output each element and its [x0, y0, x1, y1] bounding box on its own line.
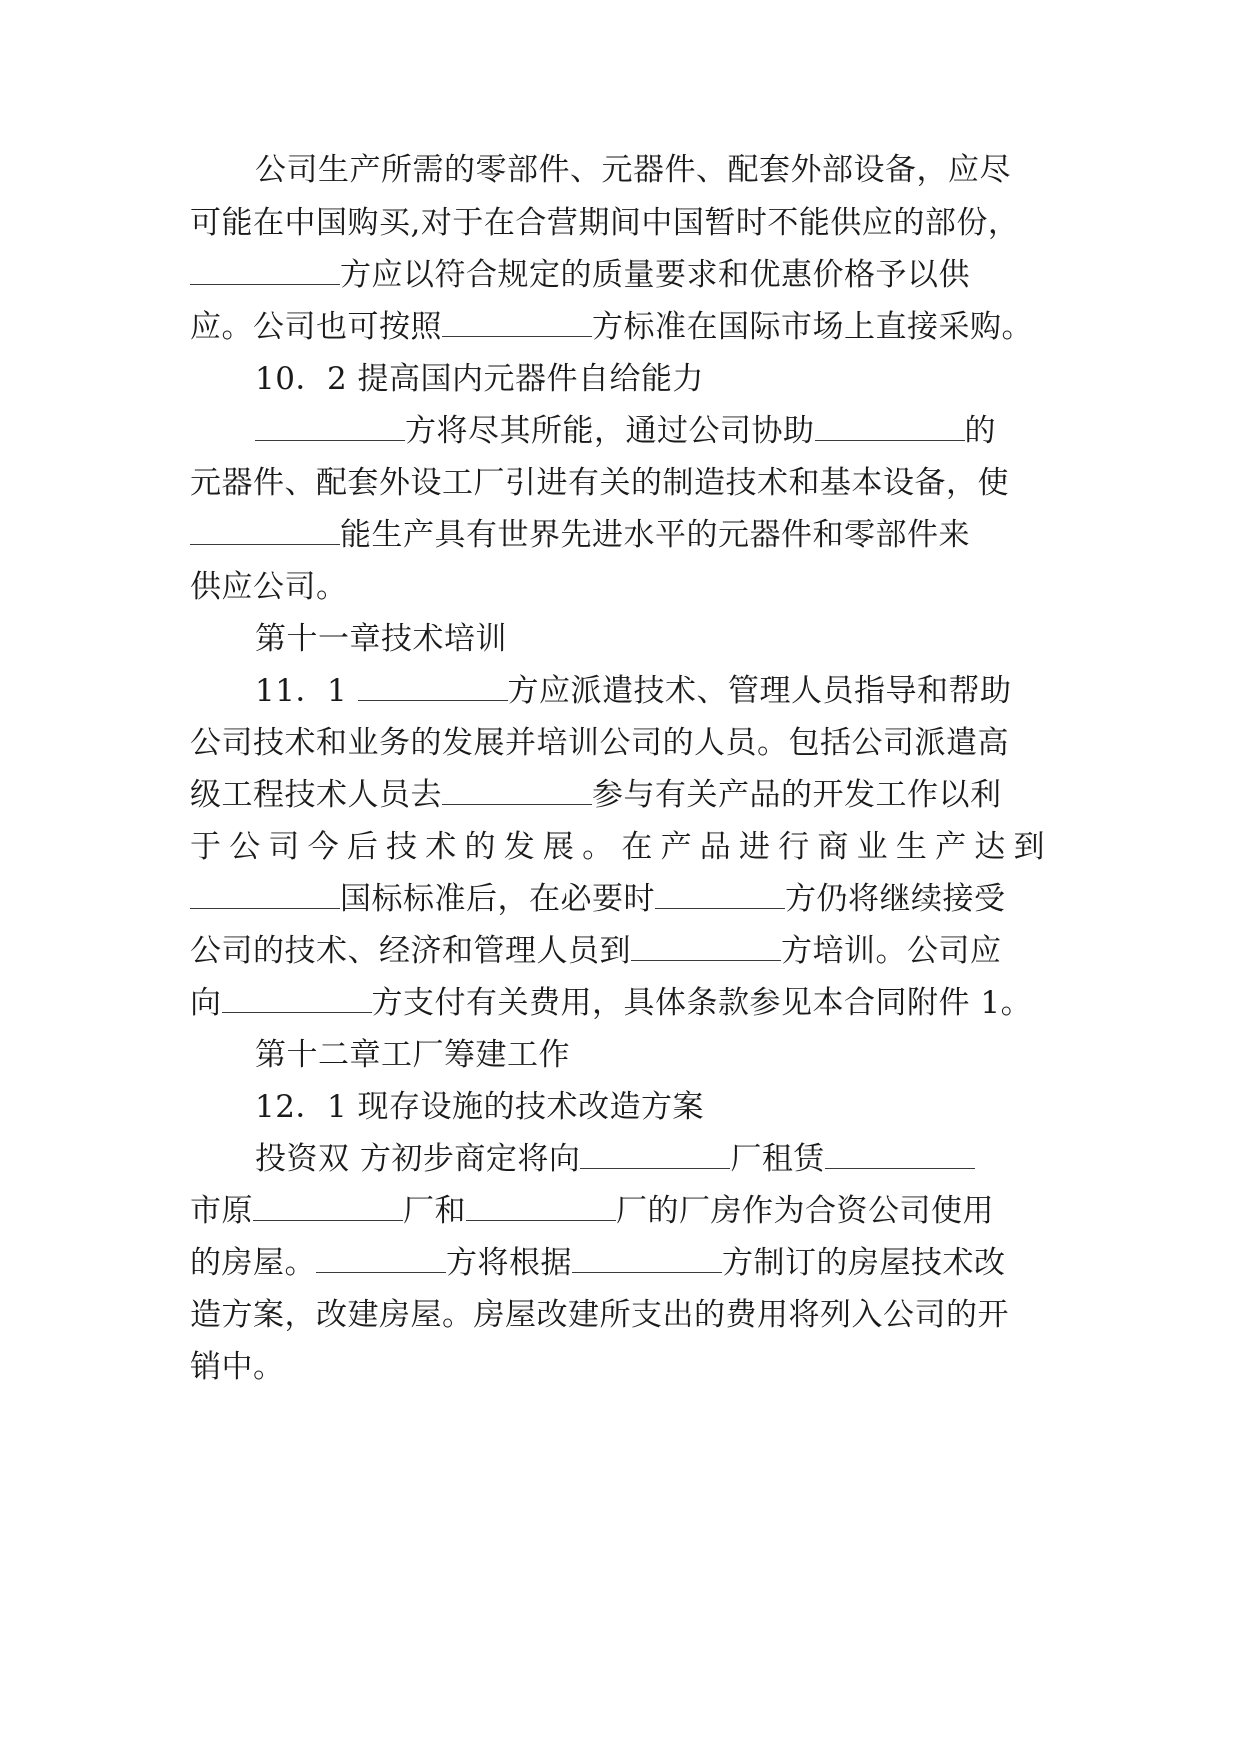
section-heading: [255, 1083, 704, 1131]
paragraph-line: [190, 875, 1006, 923]
paragraph-line: [255, 146, 1011, 194]
paragraph-line: [190, 771, 1002, 819]
paragraph-line: [190, 719, 1009, 767]
text: 向: [190, 985, 222, 1021]
fill-in-blank[interactable]: [815, 410, 965, 441]
text: 10．2 提高国内元器件自给能力: [255, 361, 705, 397]
fill-in-blank[interactable]: [655, 878, 785, 909]
chapter-heading: [255, 1031, 570, 1079]
text: 供应公司。: [190, 569, 348, 605]
text: 公司技术和业务的发展并培训公司的人员。包括公司派遣高: [190, 725, 1009, 761]
text: 方标准在国际市场上直接采购。: [592, 309, 1033, 345]
text: 方将根据: [446, 1245, 572, 1281]
paragraph-line: [190, 823, 1045, 871]
paragraph-line: [190, 563, 348, 611]
paragraph-line: [190, 251, 970, 299]
fill-in-blank[interactable]: [825, 1138, 975, 1169]
text: 元器件、配套外设工厂引进有关的制造技术和基本设备，使: [190, 465, 1009, 501]
text: 第十一章技术培训: [255, 621, 507, 657]
fill-in-blank[interactable]: [442, 306, 592, 337]
fill-in-blank[interactable]: [580, 1138, 730, 1169]
paragraph-line: [190, 511, 970, 559]
text: 方将尽其所能，通过公司协助: [405, 413, 815, 449]
fill-in-blank[interactable]: [190, 514, 340, 545]
text: 方制订的房屋技术改: [722, 1245, 1006, 1281]
fill-in-blank[interactable]: [190, 878, 340, 909]
paragraph-line: [190, 1291, 1009, 1339]
text: 公司的技术、经济和管理人员到: [190, 933, 631, 969]
text: 厂的厂房作为合资公司使用: [616, 1193, 994, 1229]
text: 造方案，改建房屋。房屋改建所支出的费用将列入公司的开: [190, 1297, 1009, 1333]
text: 方培训。公司应: [781, 933, 1002, 969]
text: 公司生产所需的零部件、元器件、配套外部设备，应尽: [255, 152, 1011, 188]
fill-in-blank[interactable]: [631, 930, 781, 961]
text: 投资双 方初步商定将向: [255, 1141, 581, 1177]
fill-in-blank[interactable]: [358, 670, 508, 701]
text: 方仍将继续接受: [785, 881, 1006, 917]
paragraph-line: [190, 199, 1019, 247]
paragraph-line: [255, 407, 996, 455]
fill-in-blank[interactable]: [442, 774, 592, 805]
text: 国标标准后，在必要时: [340, 881, 655, 917]
text: 参与有关产品的开发工作以利: [592, 777, 1002, 813]
text: 销中。: [190, 1349, 285, 1385]
paragraph-line: [255, 1135, 975, 1183]
fill-in-blank[interactable]: [572, 1242, 722, 1273]
text: 厂租赁: [730, 1141, 825, 1177]
fill-in-blank[interactable]: [255, 410, 405, 441]
text: 第十二章工厂筹建工作: [255, 1037, 570, 1073]
paragraph-line: [190, 1239, 1006, 1287]
text: 级工程技术人员去: [190, 777, 442, 813]
fill-in-blank[interactable]: [253, 1190, 403, 1221]
text: 方支付有关费用，具体条款参见本合同附件 1。: [371, 985, 1033, 1021]
paragraph-line: [190, 1343, 285, 1391]
text: 于公司今后技术的发展。在产品进行商业生产达到: [190, 829, 1045, 865]
text: 可能在中国购买,对于在合营期间中国暂时不能供应的部份，: [190, 205, 1020, 241]
fill-in-blank[interactable]: [222, 982, 372, 1013]
paragraph-line: [190, 303, 1033, 351]
text: 应。公司也可按照: [190, 309, 442, 345]
chapter-heading: [255, 615, 507, 663]
fill-in-blank[interactable]: [316, 1242, 446, 1273]
text: 11．1: [255, 673, 348, 709]
text: 的房屋。: [190, 1245, 316, 1281]
paragraph-line: [190, 927, 1002, 975]
text: 方应以符合规定的质量要求和优惠价格予以供: [340, 257, 970, 293]
text: 的: [964, 413, 996, 449]
text: 12．1 现存设施的技术改造方案: [255, 1089, 705, 1125]
text: 能生产具有世界先进水平的元器件和零部件来: [340, 517, 970, 553]
section-heading: [255, 355, 704, 403]
text: 方应派遣技术、管理人员指导和帮助: [507, 673, 1012, 709]
text: 市原: [190, 1193, 253, 1229]
fill-in-blank[interactable]: [466, 1190, 616, 1221]
paragraph-line: [255, 667, 1012, 715]
fill-in-blank[interactable]: [190, 254, 340, 285]
paragraph-line: [190, 979, 1032, 1027]
paragraph-line: [190, 459, 1009, 507]
text: 厂和: [403, 1193, 466, 1229]
paragraph-line: [190, 1187, 994, 1235]
